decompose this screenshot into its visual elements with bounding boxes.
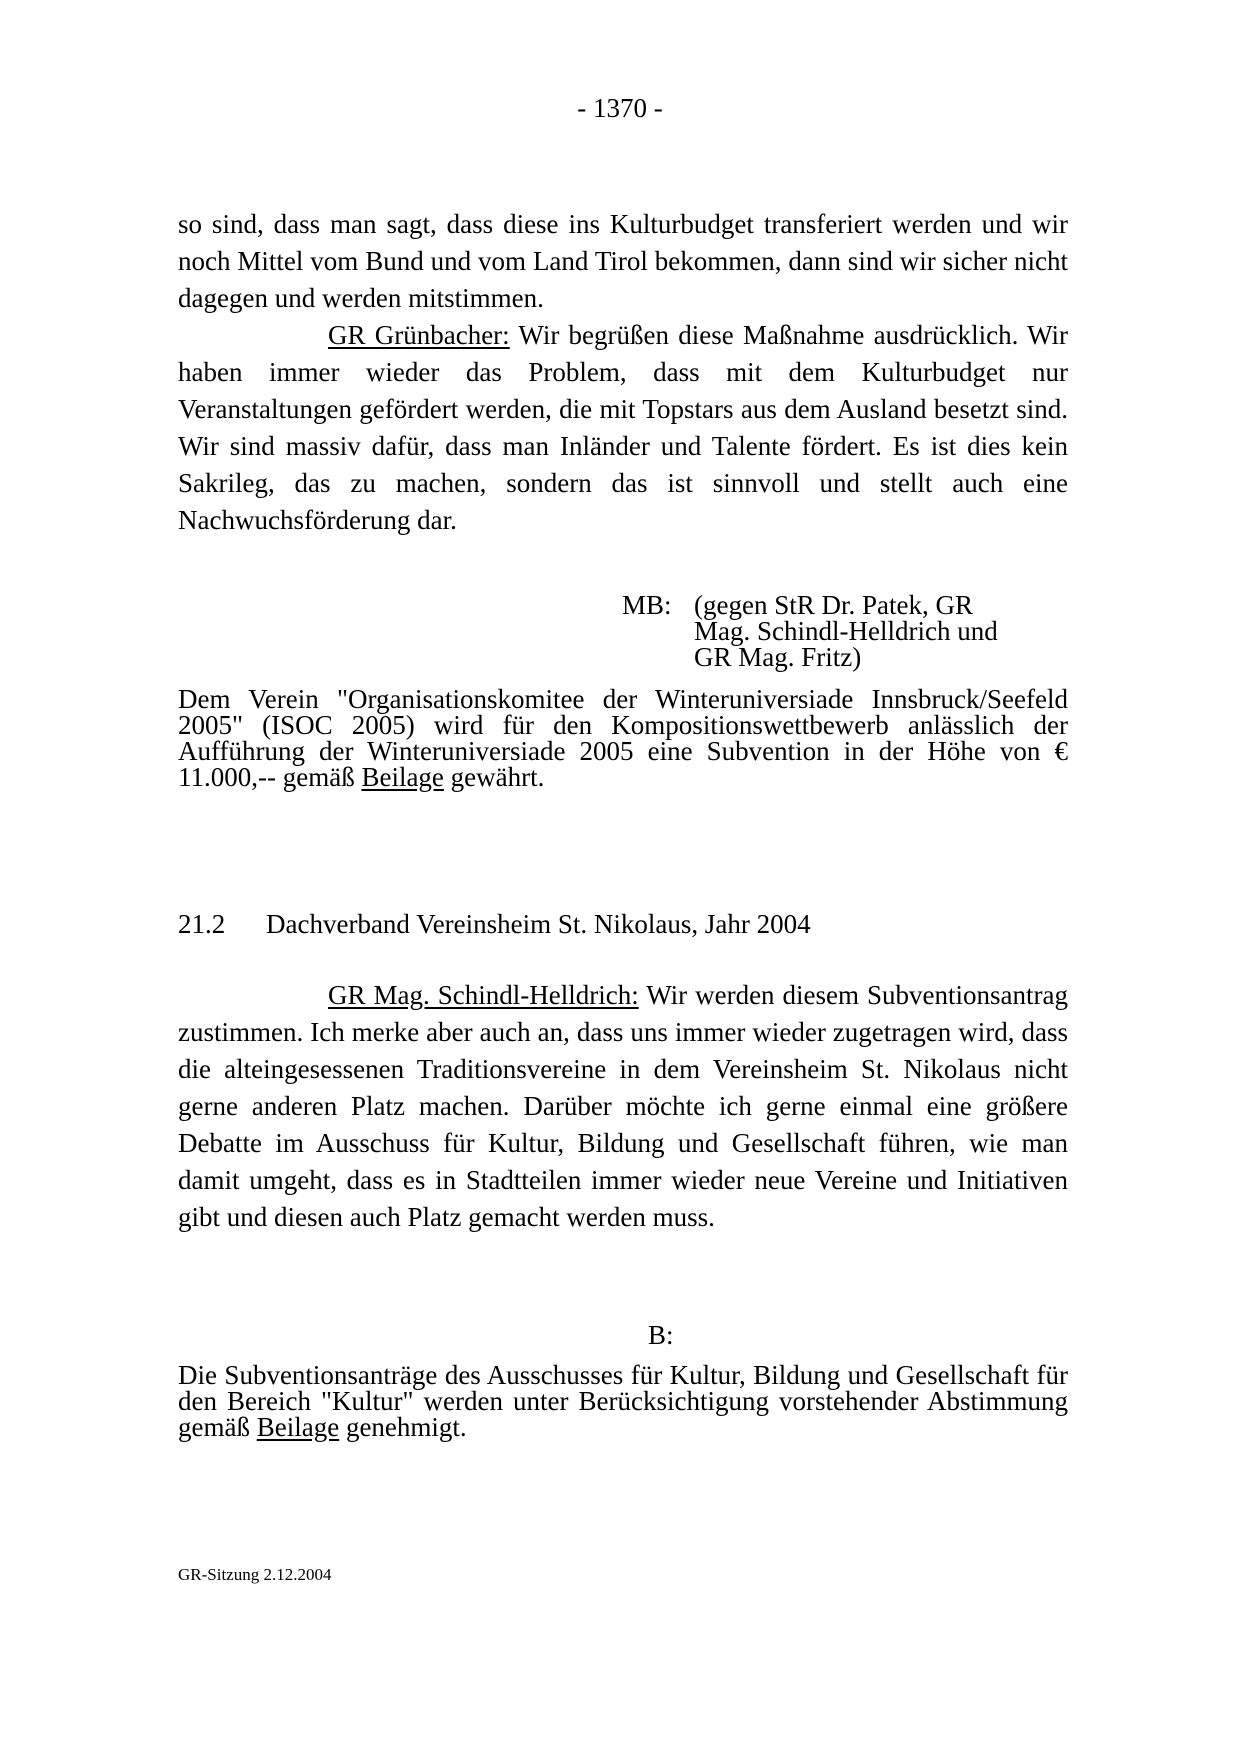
paragraph-continuation: so sind, dass man sagt, dass diese ins Kulturbudget transferiert werden und wir noch Mittel vom Bund und vom Land Tirol bekommen, dann sind wir sicher nicht dagegen und werden mitstimmen. — [178, 209, 1068, 313]
speech-text: Wir begrüßen diese Maßnahme ausdrücklich. Wir haben immer wieder das Problem, dass mit dem Kulturbudget nur Veranstaltungen gefördert werden, die mit Topstars aus dem Ausland besetzt sind. Wir sind massiv dafür, dass man Inländer und Talente fördert. Es ist dies kein Sakrileg, das zu machen, sondern das ist sinnvoll und stellt auch eine Nachwuchsförderung dar. — [178, 320, 1068, 535]
decision-text-end: genehmigt. — [339, 1412, 467, 1442]
vote-label: MB: — [622, 590, 672, 620]
footer-session: GR-Sitzung 2.12.2004 — [178, 1565, 332, 1584]
attachment-reference: Beilage — [256, 1412, 340, 1442]
speaker-name: GR Mag. Schindl-Helldrich: — [328, 980, 639, 1010]
resolution-text: Dem Verein "Organisationskomitee der Winteruniversiade Innsbruck/Seefeld 2005" (ISOC 2005) wird für den Kompositionswettbewerb anlässlich der Aufführung der Winteruniversiade 2005 eine Subvention in der Höhe von € 11.000,-- gemäß — [178, 684, 1068, 792]
vote-note: (gegen StR Dr. Patek, GR Mag. Schindl-Helldrich und GR Mag. Fritz) — [694, 590, 998, 672]
decision-label: B: — [648, 1320, 674, 1350]
decision-paragraph — [178, 1362, 1068, 1440]
speaker-name: GR Grünbacher: — [328, 320, 510, 350]
decision-text: Die Subventionsanträge des Ausschusses für Kultur, Bildung und Gesellschaft für den Bereich "Kultur" werden unter Berücksichtigung vorstehender Abstimmung gemäß — [178, 1360, 1068, 1442]
paragraph-gruenbacher — [178, 317, 1068, 539]
section-number: 21.2 — [178, 909, 226, 939]
resolution-text-end: gewährt. — [443, 762, 545, 792]
speech-text: Wir werden diesem Subventionsantrag zustimmen. Ich merke aber auch an, dass uns immer wieder zugetragen wird, dass die alteingesessenen Traditionsvereine in dem Vereinsheim St. Nikolaus nicht gerne anderen Platz machen. Darüber möchte ich gerne einmal eine größere Debatte im Ausschuss für Kultur, Bildung und Gesellschaft führen, wie man damit umgeht, dass es in Stadtteilen immer wieder neue Vereine und Initiativen gibt und diesen auch Platz gemacht werden muss. — [178, 980, 1068, 1232]
page-number: - 1370 - — [577, 93, 663, 123]
section-title: Dachverband Vereinsheim St. Nikolaus, Jahr 2004 — [266, 909, 811, 939]
attachment-reference: Beilage — [361, 762, 444, 792]
resolution-paragraph — [178, 686, 1068, 790]
paragraph-schindl-helldrich — [178, 977, 1068, 1236]
